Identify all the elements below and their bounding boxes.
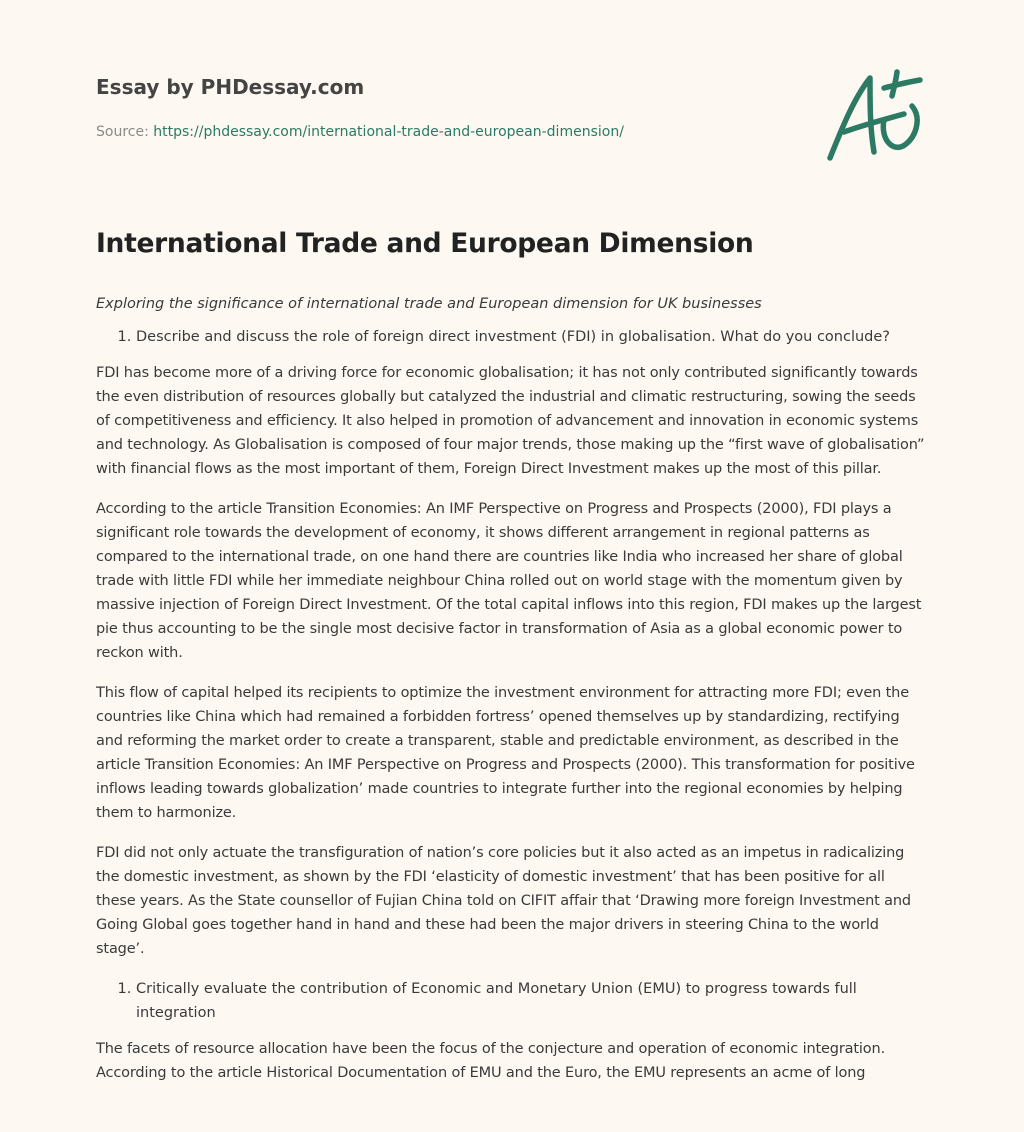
article-title: International Trade and European Dimension (96, 228, 754, 259)
question-list-1 (96, 325, 928, 349)
source-line (96, 124, 624, 140)
question-item: 1. Describe and discuss the role of foreign direct investment (FDI) in globalisation. What do you conclude? (136, 325, 928, 349)
article-subtitle: Exploring the significance of international trade and European dimension for UK businesses (96, 296, 762, 312)
source-label: Source: (96, 124, 149, 140)
question-item: 1. Critically evaluate the contribution of Economic and Monetary Union (EMU) to progress towards full integration (136, 977, 928, 1025)
question-list-2 (96, 977, 928, 1025)
paragraph: FDI has become more of a driving force for economic globalisation; it has not only contributed significantly towards the even distribution of resources globally but catalyzed the industrial and climatic restructuring, sowing the seeds of competitiveness and efficiency. It also helped in promotion of advancement and innovation in economic systems and technology. As Globalisation is composed of four major trends, those making up the “first wave of globalisation” with financial flows as the most important of them, Foreign Direct Investment makes up the most of this pillar. (96, 365, 925, 477)
site-brand: Essay by PHDessay.com (96, 75, 365, 99)
paragraph: FDI did not only actuate the transfiguration of nation’s core policies but it also acted as an impetus in radicalizing the domestic investment, as shown by the FDI ‘elasticity of domestic investment’ that has been positive for all these years. As the State counsellor of Fujian China told on CIFIT affair that ‘Drawing more foreign Investment and Going Global goes together hand in hand and these had been the major drivers in steering China to the world stage’. (96, 845, 911, 957)
source-link[interactable]: https://phdessay.com/international-trade-and-european-dimension/ (153, 124, 624, 140)
a-plus-logo-icon (820, 66, 930, 166)
paragraph: According to the article Transition Economies: An IMF Perspective on Progress and Prospects (2000), FDI plays a significant role towards the development of economy, it shows different arrangement in regional patterns as compared to the international trade, on one hand there are countries like India who increased her share of global trade with little FDI while her immediate neighbour China rolled out on world stage with the momentum given by massive injection of Foreign Direct Investment. Of the total capital inflows into this region, FDI makes up the largest pie thus accounting to be the single most decisive factor in transformation of Asia as a global economic power to reckon with. (96, 501, 922, 661)
article-body (96, 224, 928, 1101)
paragraph: The facets of resource allocation have been the focus of the conjecture and operation of economic integration. According to the article Historical Documentation of EMU and the Euro, the EMU represents an acme of long (96, 1041, 886, 1081)
paragraph: This flow of capital helped its recipients to optimize the investment environment for attracting more FDI; even the countries like China which had remained a forbidden fortress’ opened themselves up by standardizing, rectifying and reforming the market order to create a transparent, stable and predictable environment, as described in the article Transition Economies: An IMF Perspective on Progress and Prospects (2000). This transformation for positive inflows leading towards globalization’ made countries to integrate further into the regional economies by helping them to harmonize. (96, 685, 915, 821)
